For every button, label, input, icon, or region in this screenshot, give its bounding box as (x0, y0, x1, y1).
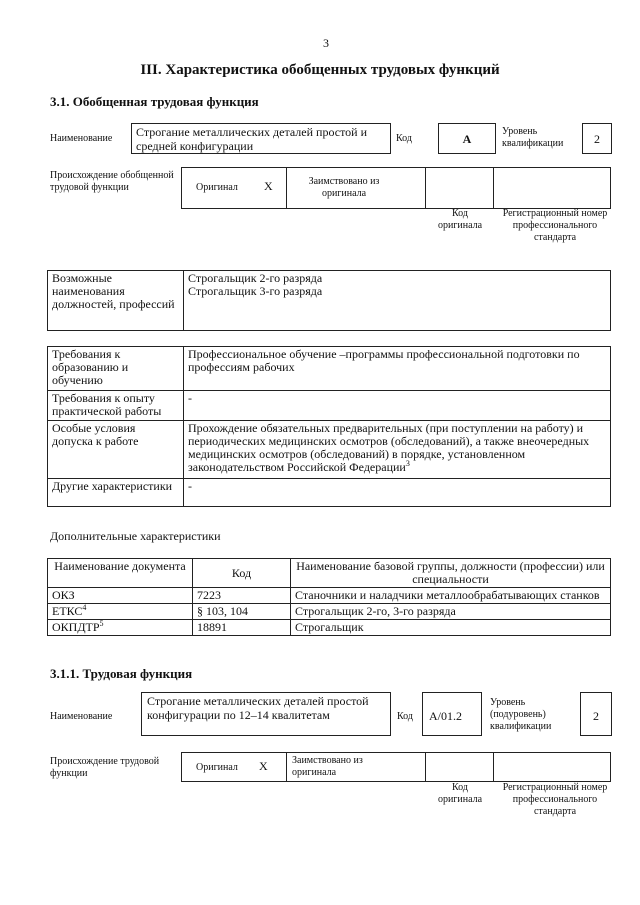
tf-level-value: 2 (580, 692, 612, 736)
gtf-code-value: А (438, 123, 496, 154)
req-label: Требования к опыту практической работы (48, 391, 184, 421)
tf-code-label: Код (397, 711, 413, 722)
table-row (48, 588, 611, 604)
req-label: Другие характеристики (48, 479, 184, 507)
tf-original-label: Оригинал (196, 762, 238, 773)
section-title: III. Характеристика обобщенных трудовых функций (140, 62, 500, 78)
req-label: Особые условия допуска к работе (48, 421, 184, 479)
col-header-code: Код (193, 559, 291, 588)
code-cell: § 103, 104 (193, 604, 291, 620)
req-value: - (184, 479, 611, 507)
positions-table (47, 270, 611, 331)
tf-orig-code-caption: Код оригинала (437, 782, 483, 805)
tf-borrowed-label: Заимствовано из оригинала (292, 755, 363, 778)
doc-cell: ЕТКС$^4$ (48, 604, 193, 620)
req-label: Требования к образованию и обучению (48, 347, 184, 391)
tf-name-label: Наименование (50, 711, 113, 722)
gtf-origin-label: Происхождение обобщенной трудовой функции (50, 170, 174, 193)
req-value-special: Прохождение обязательных предварительных (при поступлении на работу) и периодических медицинских осмотров (обследований), а также внеочередных медицинских осмотров (обследований) в порядке, установленном законодательством Российской Федерации$^3$ (184, 421, 611, 479)
doc-cell: ОКЗ (48, 588, 193, 604)
requirements-table (47, 346, 611, 507)
tf-reg-number-caption: Регистрационный номер профессионального стандарта (502, 782, 608, 817)
gtf-reg-number-caption: Регистрационный номер профессионального стандарта (502, 208, 608, 243)
gtf-heading: 3.1. Обобщенная трудовая функция (50, 94, 259, 109)
gtf-level-value: 2 (582, 123, 612, 154)
table-row (48, 620, 611, 636)
gtf-name-label: Наименование (50, 133, 113, 144)
gtf-original-mark: X (264, 179, 273, 193)
name-cell: Станочники и наладчики металлообрабатывающих станков (291, 588, 611, 604)
tf-name-value: Строгание металлических деталей простой конфигурации по 12–14 квалитетам (141, 692, 391, 736)
additional-table (47, 558, 611, 636)
name-cell: Строгальщик (291, 620, 611, 636)
tf-level-label: Уровень (подуровень) квалификации (490, 697, 552, 732)
req-value: - (184, 391, 611, 421)
gtf-borrowed-label: Заимствовано из оригинала (308, 176, 380, 199)
footnote-mark: 3 (405, 459, 410, 468)
req-value: Профессиональное обучение –программы профессиональной подготовки по профессиям рабочих (184, 347, 611, 391)
code-cell: 18891 (193, 620, 291, 636)
table-row (48, 604, 611, 620)
col-header-doc: Наименование документа (48, 559, 193, 588)
position-item: Строгальщик 2-го разряда (188, 271, 323, 285)
gtf-orig-code-caption: Код оригинала (437, 208, 483, 231)
doc-cell: ОКПДТР$^5$ (48, 620, 193, 636)
gtf-level-label: Уровень квалификации (502, 126, 564, 149)
additional-heading: Дополнительные характеристики (50, 529, 221, 543)
tf-original-mark: X (259, 759, 268, 773)
tf-heading: 3.1.1. Трудовая функция (50, 666, 193, 681)
name-cell: Строгальщик 2-го, 3-го разряда (291, 604, 611, 620)
gtf-original-label: Оригинал (196, 182, 238, 193)
page-number: 3 (323, 36, 329, 50)
gtf-code-label: Код (396, 133, 412, 144)
code-cell: 7223 (193, 588, 291, 604)
tf-code-value: А/01.2 (422, 692, 482, 736)
gtf-name-value: Строгание металлических деталей простой и средней конфигурации (131, 123, 391, 154)
positions-label: Возможные наименования должностей, профессий (48, 271, 184, 331)
tf-origin-label: Происхождение трудовой функции (50, 756, 160, 779)
col-header-name: Наименование базовой группы, должности (профессии) или специальности (291, 559, 611, 588)
position-item: Строгальщик 3-го разряда (188, 284, 323, 298)
